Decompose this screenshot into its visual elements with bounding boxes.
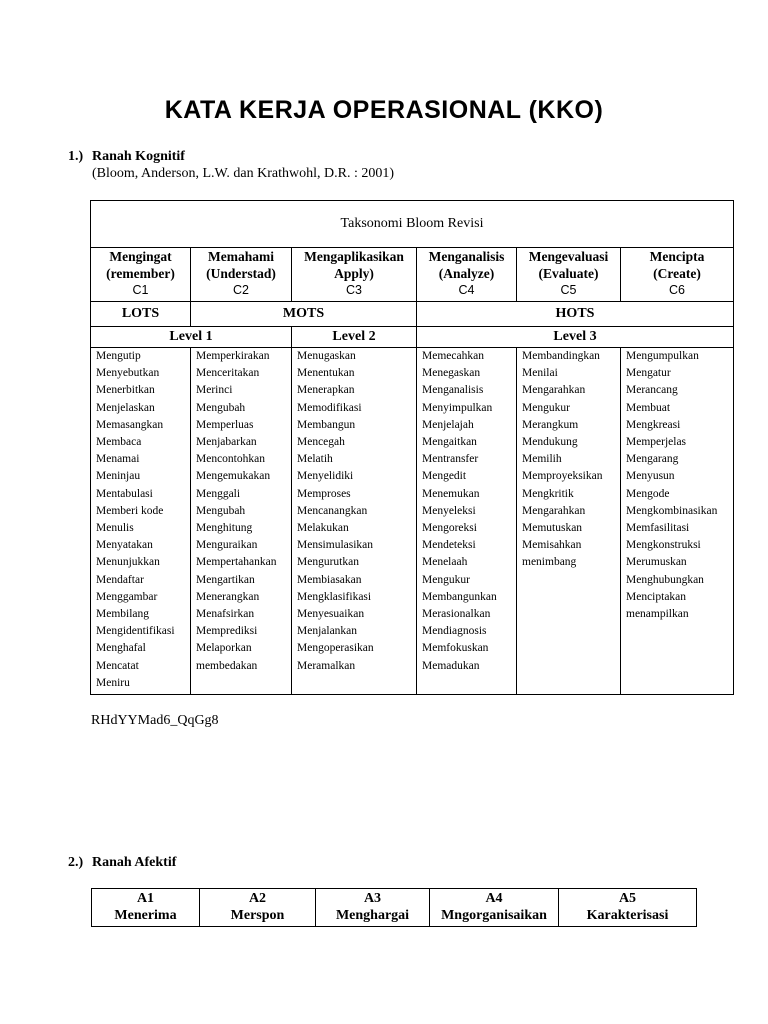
- verb-item: Mengarang: [626, 453, 679, 466]
- header-code: C4: [458, 283, 475, 297]
- verb-item: Melaporkan: [196, 642, 252, 655]
- verb-item: Mencanangkan: [297, 504, 368, 517]
- verb-item: Merumuskan: [626, 556, 687, 569]
- verb-item: Menerbitkan: [96, 384, 155, 397]
- verb-item: Mengartikan: [196, 573, 255, 586]
- header-name: Mencipta: [649, 249, 705, 264]
- verb-item: Mensimulasikan: [297, 539, 374, 552]
- verb-item: Mengidentifikasi: [96, 625, 175, 638]
- section-1-number: 1.): [68, 149, 84, 164]
- verb-item: Mengode: [626, 487, 670, 500]
- verb-item: Menganalisis: [422, 384, 484, 397]
- header-english: (Understad): [206, 266, 276, 281]
- verb-item: Meniru: [96, 676, 130, 689]
- verb-item: Menghafal: [96, 642, 146, 655]
- page-title: KATA KERJA OPERASIONAL (KKO): [164, 96, 604, 124]
- affective-name: Menerima: [114, 908, 177, 923]
- header-english: (remember): [106, 266, 175, 281]
- verb-item: Memfokuskan: [422, 642, 489, 655]
- affective-code: A3: [363, 891, 382, 906]
- section-1-title: Ranah Kognitif: [92, 149, 185, 164]
- verb-item: Memecahkan: [422, 350, 484, 362]
- cognitive-level-header-row: [91, 248, 734, 302]
- verb-item: Mendiagnosis: [422, 625, 487, 638]
- verb-item: Memprediksi: [196, 625, 258, 638]
- verb-item: Menghubungkan: [626, 573, 704, 586]
- verb-item: Menjabarkan: [196, 436, 257, 449]
- header-name: Menganalisis: [428, 249, 505, 264]
- verb-item: Membaca: [96, 436, 142, 449]
- verb-list-row: [91, 348, 734, 695]
- verb-item: Mencegah: [297, 436, 345, 449]
- verb-item: Memperkirakan: [196, 350, 270, 362]
- affective-code: A4: [485, 891, 503, 906]
- verb-item: Menegaskan: [422, 367, 481, 380]
- verb-item: Mengarahkan: [522, 384, 586, 397]
- verb-item: Menyesuaikan: [297, 608, 365, 621]
- verb-item: Menamai: [96, 453, 140, 466]
- verb-item: Mengukur: [422, 573, 470, 586]
- header-code: C3: [346, 283, 362, 297]
- verb-item: Mengutip: [96, 350, 141, 362]
- verb-item: Mempertahankan: [196, 556, 277, 569]
- header-name: Mengingat: [109, 249, 172, 264]
- section-1-heading: [68, 149, 185, 165]
- header-code: C5: [560, 283, 577, 297]
- affective-cell-a3: [316, 889, 430, 927]
- verb-item: Membilang: [96, 608, 150, 621]
- verb-list-c2: [191, 348, 292, 695]
- verb-list-c5: [517, 348, 621, 695]
- verb-item: Menceritakan: [196, 367, 260, 380]
- affective-cell-a4: [430, 889, 559, 927]
- level-2-cell: Level 2: [292, 327, 417, 348]
- verb-item: Mendaftar: [96, 573, 144, 586]
- verb-item: Menemukan: [422, 487, 480, 500]
- verb-item: Mengaitkan: [422, 436, 477, 449]
- verb-item: Membangun: [297, 418, 356, 431]
- mots-cell: MOTS: [191, 302, 417, 327]
- header-name: Mengaplikasikan: [304, 249, 404, 264]
- verb-item: Memperjelas: [626, 436, 687, 449]
- verb-item: Menjalankan: [297, 625, 358, 638]
- verb-item: Mengubah: [196, 504, 246, 517]
- verb-item: Memutuskan: [522, 522, 583, 535]
- verb-item: Memproyeksikan: [522, 470, 603, 483]
- verb-item: menimbang: [522, 556, 577, 569]
- verb-item: Memadukan: [422, 659, 480, 672]
- verb-item: Mengumpulkan: [626, 350, 699, 362]
- verb-item: Mentransfer: [422, 453, 479, 466]
- cognitive-header-c6: [621, 248, 734, 302]
- verb-item: Melatih: [297, 453, 333, 466]
- verb-item: Menunjukkan: [96, 556, 160, 569]
- affective-header-row: [92, 889, 697, 927]
- affective-cell-a5: [559, 889, 697, 927]
- affective-cell-a1: [92, 889, 200, 927]
- verb-item: Menjelajah: [422, 418, 474, 431]
- hots-cell: HOTS: [417, 302, 734, 327]
- section-2-number: 2.): [68, 855, 84, 870]
- level-row: [91, 327, 734, 348]
- verb-item: Merancang: [626, 384, 678, 397]
- verb-item: Menugaskan: [297, 350, 356, 362]
- verb-item: Memberi kode: [96, 504, 164, 517]
- bloom-taxonomy-table: [90, 200, 734, 695]
- level-3-cell: Level 3: [417, 327, 734, 348]
- affective-name: Mngorganisaikan: [441, 908, 547, 923]
- reference-code: RHdYYMad6_QqGg8: [91, 713, 219, 728]
- affective-code: A5: [618, 891, 637, 906]
- verb-item: Mengoreksi: [422, 522, 477, 535]
- verb-item: Menyeleksi: [422, 504, 476, 517]
- verb-item: Membangunkan: [422, 590, 497, 603]
- verb-list-c1: [91, 348, 191, 695]
- verb-item: Menafsirkan: [196, 608, 255, 621]
- verb-item: Merasionalkan: [422, 608, 491, 621]
- verb-item: Memperluas: [196, 418, 254, 431]
- affective-name: Karakterisasi: [586, 908, 669, 923]
- header-english: (Create): [653, 266, 701, 281]
- affective-table: [91, 888, 697, 927]
- verb-item: Mendukung: [522, 436, 578, 449]
- verb-item: Menggali: [196, 487, 241, 500]
- verb-item: Membuat: [626, 401, 671, 414]
- header-name: Mengevaluasi: [528, 249, 609, 264]
- table-caption: Taksonomi Bloom Revisi: [91, 201, 734, 248]
- verb-item: membedakan: [196, 659, 258, 672]
- verb-item: Merangkum: [522, 418, 579, 431]
- verb-item: Mengkreasi: [626, 418, 681, 431]
- verb-item: Mengatur: [626, 367, 671, 380]
- verb-item: Menguraikan: [196, 539, 258, 552]
- verb-item: Melakukan: [297, 522, 349, 535]
- header-code: C1: [132, 283, 149, 297]
- verb-item: Menilai: [522, 367, 558, 380]
- cognitive-header-c2: [191, 248, 292, 302]
- lots-cell: LOTS: [91, 302, 191, 327]
- verb-item: Meramalkan: [297, 659, 356, 672]
- verb-item: Mentabulasi: [96, 487, 153, 500]
- verb-item: Mengkonstruksi: [626, 539, 701, 552]
- verb-item: Memfasilitasi: [626, 522, 690, 535]
- verb-item: Mengarahkan: [522, 504, 586, 517]
- verb-item: Menelaah: [422, 556, 468, 569]
- verb-item: Menentukan: [297, 367, 355, 380]
- affective-code: A1: [136, 891, 155, 906]
- affective-code: A2: [248, 891, 267, 906]
- cognitive-header-c3: [292, 248, 417, 302]
- citation: (Bloom, Anderson, L.W. dan Krathwohl, D.R. : 2001): [92, 166, 395, 181]
- verb-list-c3: [292, 348, 417, 695]
- header-english: (Evaluate): [538, 266, 599, 281]
- verb-item: Memodifikasi: [297, 401, 362, 414]
- section-2-title: Ranah Afektif: [92, 855, 177, 870]
- verb-item: Memproses: [297, 487, 351, 500]
- affective-name: Menghargai: [335, 908, 410, 923]
- verb-item: Menciptakan: [626, 590, 687, 603]
- verb-item: Menyelidiki: [297, 470, 354, 483]
- verb-item: Menyatakan: [96, 539, 153, 552]
- verb-item: Memasangkan: [96, 418, 164, 431]
- verb-item: Mengkombinasikan: [626, 504, 718, 517]
- verb-item: Menulis: [96, 522, 134, 535]
- verb-list-c6: [621, 348, 734, 695]
- affective-name: Merspon: [230, 908, 285, 923]
- verb-item: Mencontohkan: [196, 453, 265, 466]
- verb-item: Memilih: [522, 453, 562, 466]
- verb-item: Menyusun: [626, 470, 675, 483]
- thinking-order-row: [91, 302, 734, 327]
- header-code: C2: [233, 283, 249, 297]
- verb-item: Merinci: [196, 384, 233, 397]
- affective-cell-a2: [200, 889, 316, 927]
- header-english: Apply): [334, 266, 374, 281]
- verb-item: Menjelaskan: [96, 401, 155, 414]
- verb-item: Mengoperasikan: [297, 642, 374, 655]
- cognitive-header-c5: [517, 248, 621, 302]
- verb-item: Menerapkan: [297, 384, 355, 397]
- verb-item: menampilkan: [626, 608, 689, 621]
- cognitive-header-c1: [91, 248, 191, 302]
- header-name: Memahami: [208, 249, 274, 264]
- verb-item: Membiasakan: [297, 573, 362, 586]
- verb-item: Meninjau: [96, 470, 141, 483]
- header-code: C6: [669, 283, 685, 297]
- verb-item: Menggambar: [96, 590, 158, 603]
- verb-item: Mengklasifikasi: [297, 590, 372, 603]
- verb-item: Mengemukakan: [196, 470, 271, 483]
- section-2-heading: [68, 855, 176, 871]
- verb-item: Memisahkan: [522, 539, 582, 552]
- level-1-cell: Level 1: [91, 327, 292, 348]
- verb-item: Mengurutkan: [297, 556, 359, 569]
- header-english: (Analyze): [438, 266, 495, 281]
- verb-item: Membandingkan: [522, 350, 600, 362]
- cognitive-header-c4: [417, 248, 517, 302]
- verb-item: Mencatat: [96, 659, 139, 672]
- verb-item: Mendeteksi: [422, 539, 476, 552]
- verb-item: Menerangkan: [196, 590, 260, 603]
- verb-item: Mengubah: [196, 401, 246, 414]
- verb-list-c4: [417, 348, 517, 695]
- verb-item: Mengukur: [522, 401, 570, 414]
- verb-item: Menyimpulkan: [422, 401, 493, 414]
- verb-item: Menghitung: [196, 522, 253, 535]
- verb-item: Mengedit: [422, 470, 467, 483]
- verb-item: Mengkritik: [522, 487, 574, 500]
- verb-item: Menyebutkan: [96, 367, 160, 380]
